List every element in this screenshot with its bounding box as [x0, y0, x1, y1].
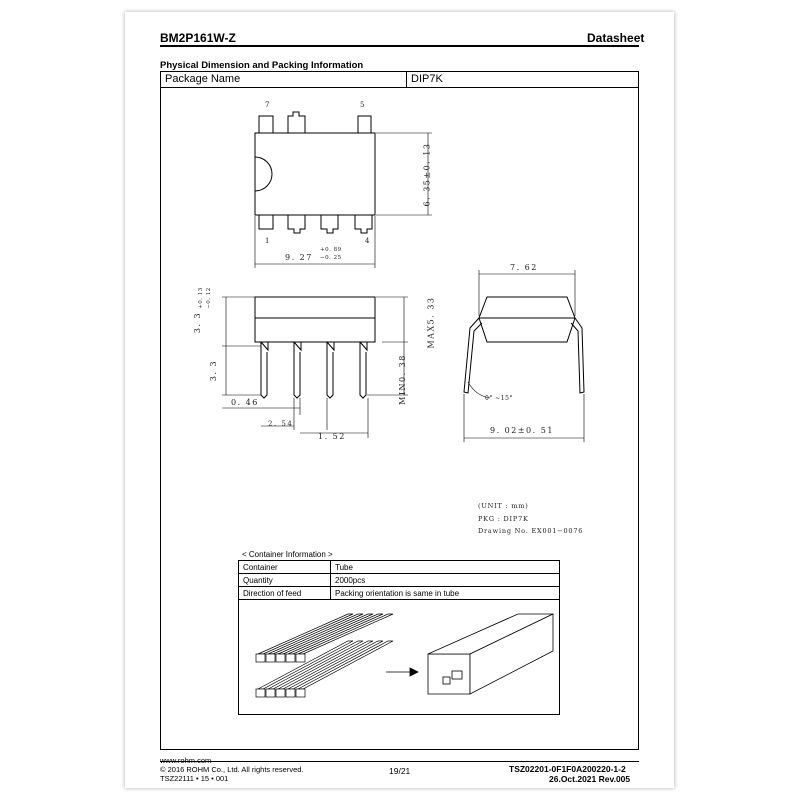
- lead-angle-dim: 0° ~15°: [485, 395, 513, 402]
- pin-7-label: 7: [265, 101, 271, 109]
- pin-1-label: 1: [265, 237, 271, 245]
- website-link[interactable]: www.rohm.com: [160, 756, 212, 765]
- package-name-label: Package Name: [165, 73, 241, 85]
- footer-code: TSZ22111 • 15 • 001: [160, 774, 229, 783]
- package-name-value: DIP7K: [411, 73, 443, 85]
- quantity-label: Quantity: [239, 574, 331, 587]
- lead-pitch-wide-dim: 1. 52: [318, 432, 346, 441]
- pin-5-label: 5: [360, 101, 366, 109]
- copyright-text: © 2016 ROHM Co., Ltd. All rights reserved.: [160, 765, 304, 774]
- overall-width-dim: 9. 02±0. 51: [490, 426, 554, 435]
- container-info-table: [238, 560, 560, 600]
- lead-width-dim: 0. 46: [231, 398, 259, 407]
- quantity-value: 2000pcs: [331, 574, 560, 587]
- body-thickness-tol-minus: −0. 12: [205, 287, 212, 309]
- body-width-tol-plus: +0. 89: [320, 247, 342, 253]
- table-row: [239, 574, 560, 587]
- drawing-number-note: Drawing No. EX001−0076: [478, 527, 584, 535]
- footer-rule: [160, 761, 639, 762]
- pin-4-label: 4: [365, 237, 371, 245]
- body-width-tol-minus: −0. 25: [320, 255, 342, 261]
- container-label: Container: [239, 561, 331, 574]
- document-type-label: Datasheet: [587, 31, 645, 45]
- body-thickness-tol-plus: +0. 13: [197, 287, 204, 309]
- tube-feed-illustration: [238, 599, 560, 715]
- container-info-title: < Container Information >: [242, 550, 333, 559]
- pkg-note: PKG : DIP7K: [478, 515, 529, 523]
- lead-pitch-dim: 2. 54: [268, 420, 294, 428]
- page-number: 19/21: [389, 766, 411, 776]
- direction-value: Packing orientation is same in tube: [331, 587, 560, 600]
- document-id: TSZ02201-0F1F0A200220-1-2: [509, 764, 626, 774]
- body-thickness-dim: 3. 3: [193, 311, 203, 334]
- table-row: [239, 561, 560, 574]
- min-lead-dim: MIN0. 38: [397, 354, 407, 405]
- max-height-dim: MAX5. 33: [426, 296, 436, 349]
- body-width-dim: 9. 27: [285, 253, 313, 262]
- side-width-dim: 7. 62: [510, 263, 538, 272]
- section-title: Physical Dimension and Packing Information: [160, 60, 364, 71]
- container-value: Tube: [331, 561, 560, 574]
- table-row: [239, 587, 560, 600]
- unit-note: (UNIT : mm): [478, 502, 529, 510]
- lead-length-dim: 3. 3: [209, 359, 219, 382]
- part-number-title: BM2P161W-Z: [160, 31, 236, 45]
- date-revision: 26.Oct.2021 Rev.005: [549, 774, 631, 784]
- body-height-dim: 6. 35±0. 13: [422, 142, 432, 207]
- direction-label: Direction of feed: [239, 587, 331, 600]
